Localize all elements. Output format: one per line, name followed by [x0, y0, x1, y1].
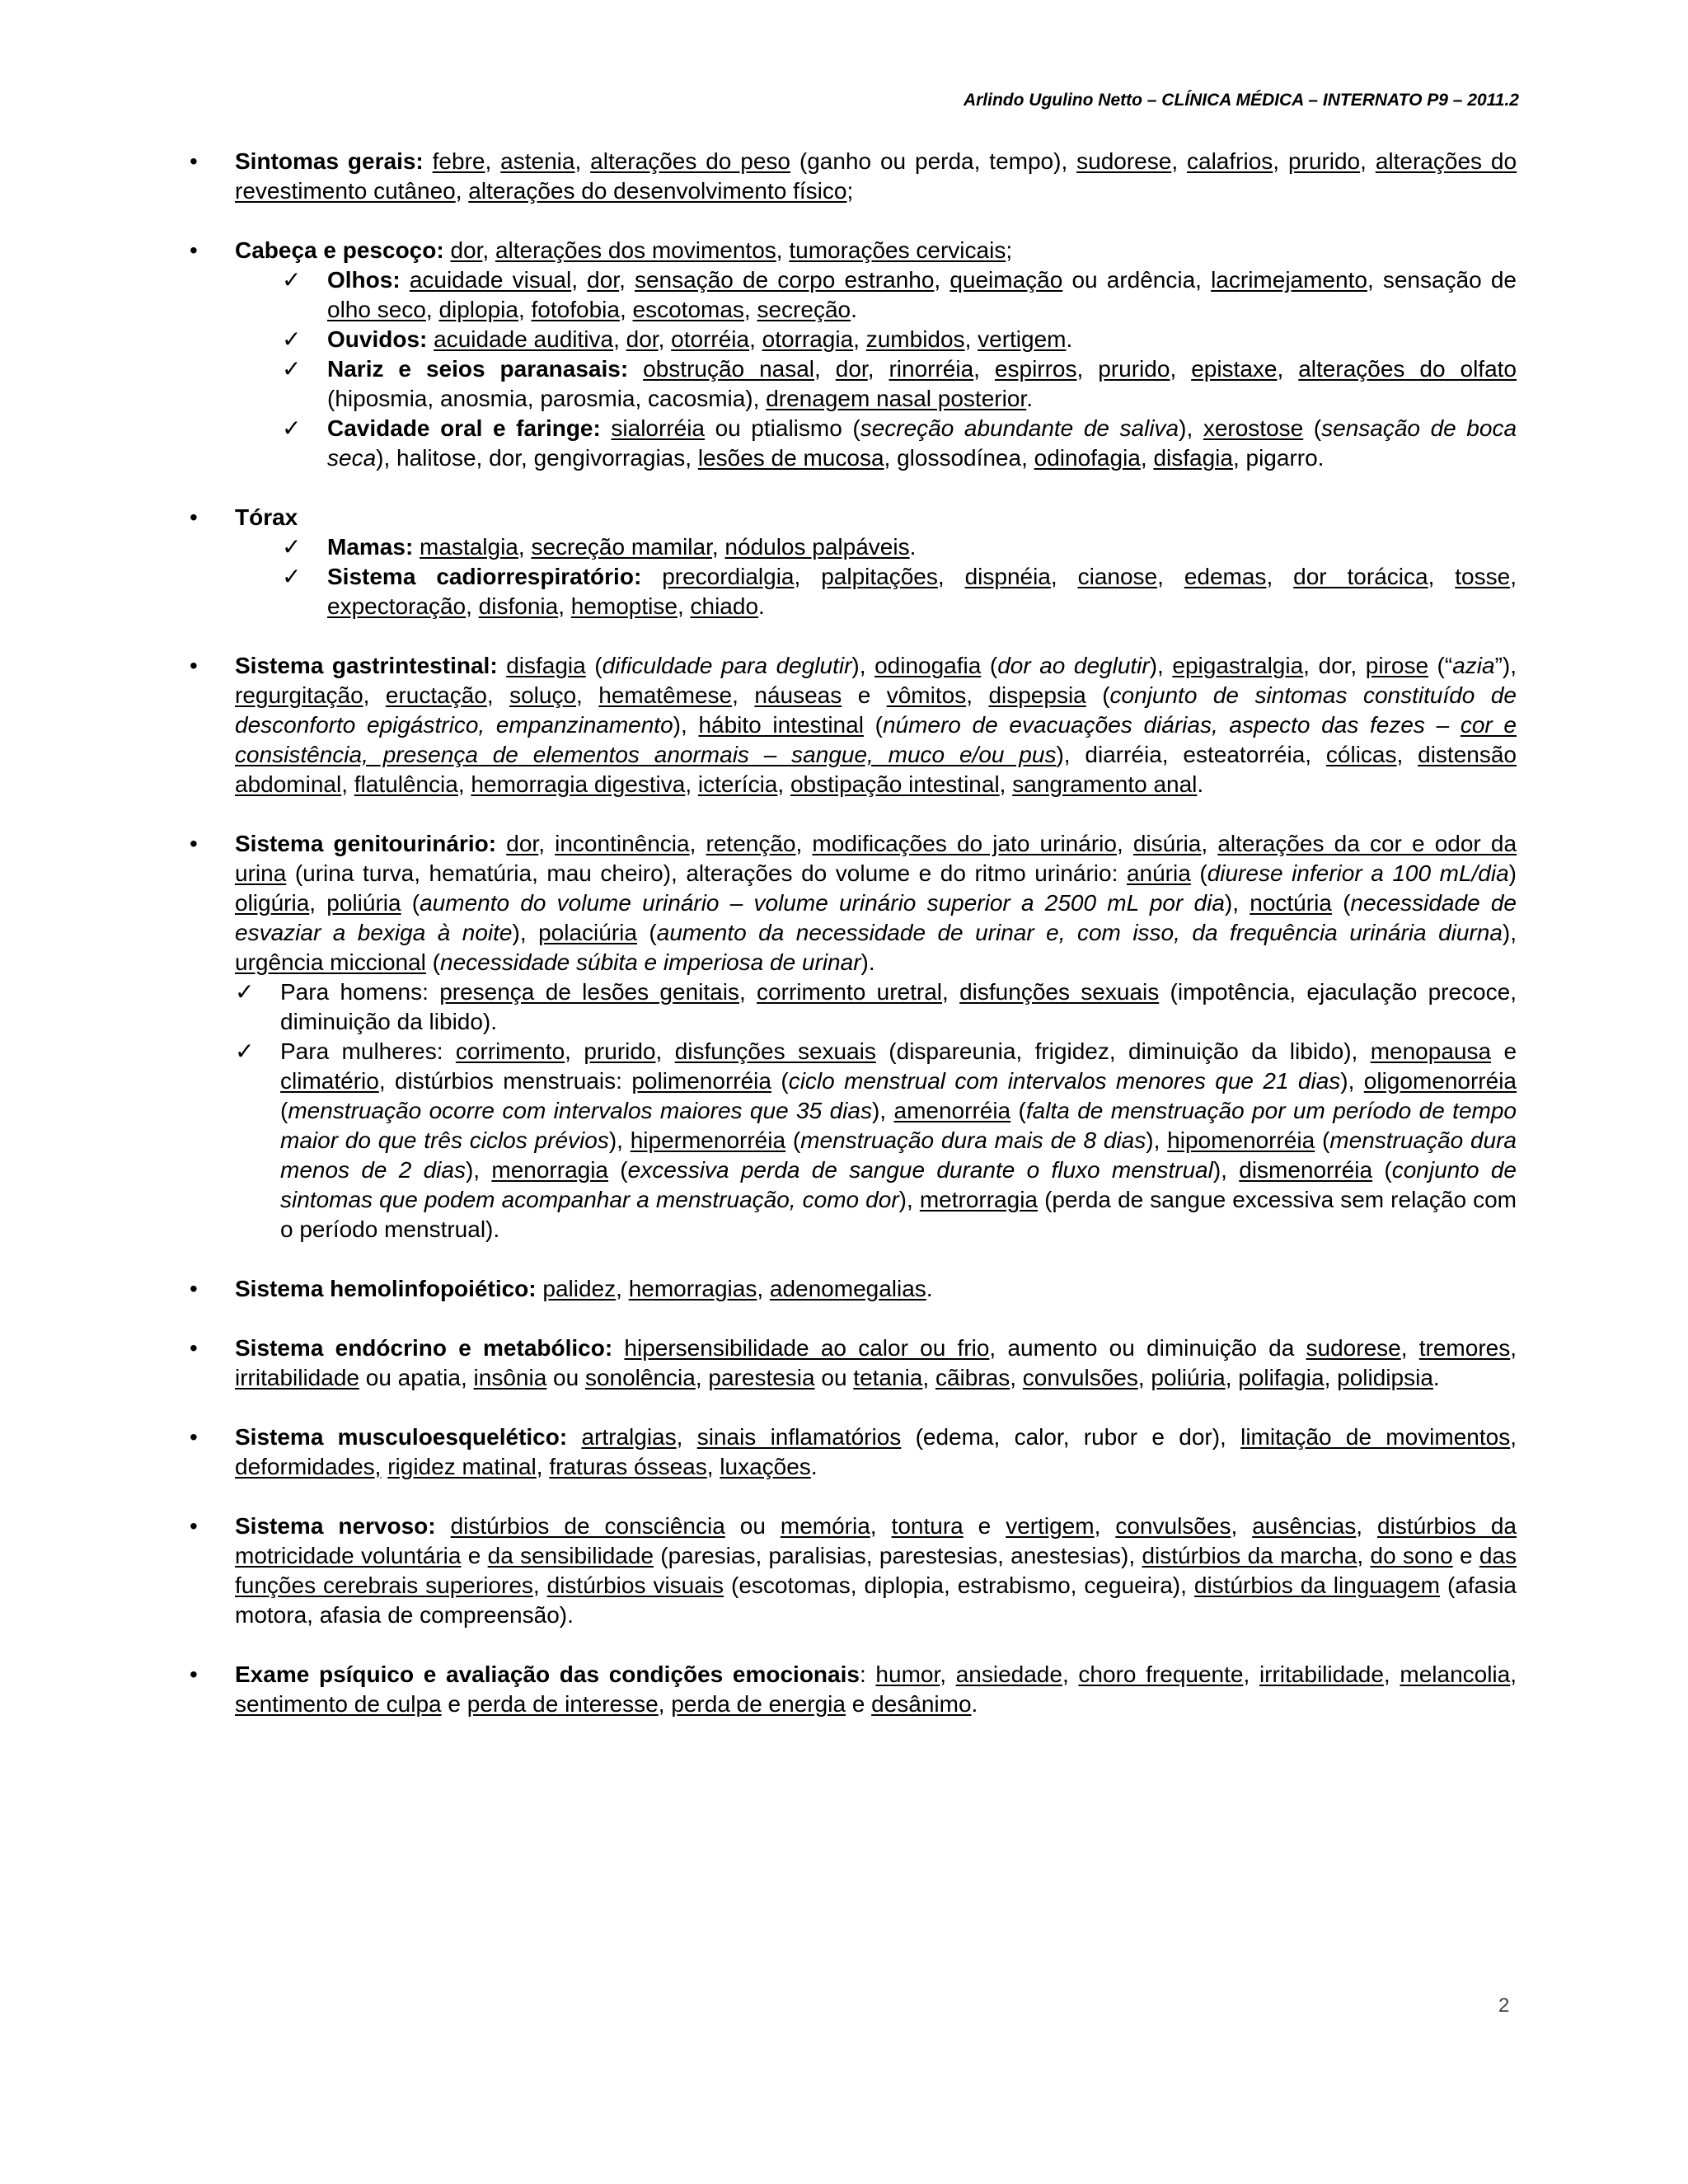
check-icon: ✓	[282, 534, 302, 560]
section-sintomas-gerais: • Sintomas gerais: febre, astenia, alterações do peso (ganho ou perda, tempo), sudorese, calafrios, prurido, alterações do revestimento cutâneo, alterações do desenvolvimento físico;	[190, 148, 1517, 204]
bullet-icon: •	[190, 653, 198, 678]
bullet-icon: •	[190, 1661, 198, 1687]
bullet-icon: •	[190, 1335, 198, 1361]
document-body	[190, 147, 1517, 1749]
section-gastrintestinal: • Sistema gastrintestinal: disfagia (dificuldade para deglutir), odinogafia (dor ao deglutir), epigastralgia, dor, pirose (“azia”), regurgitação, eructação, soluço, hematêmese, náuseas e vômitos, dispepsia (conjunto de sintomas constituído de desconforto epigástrico, empanzinamento), hábito intestinal (número de evacuações diárias, aspecto das fezes – cor e consistência, presença de elementos anormais – sangue, muco e/ou pus), diarréia, esteatorréia, cólicas, distensão abdominal, flatulência, hemorragia digestiva, icterícia, obstipação intestinal, sangramento anal.	[190, 653, 1517, 797]
bullet-icon: •	[190, 148, 198, 174]
check-icon: ✓	[282, 356, 302, 382]
subitem-mulheres: ✓ Para mulheres: corrimento, prurido, disfunções sexuais (dispareunia, frigidez, diminuição da libido), menopausa e climatério, distúrbios menstruais: polimenorréia (ciclo menstrual com intervalos menores que 21 dias), oligomenorréia (menstruação ocorre com intervalos maiores que 35 dias), amenorréia (falta de menstruação por um período de tempo maior do que três ciclos prévios), hipermenorréia (menstruação dura mais de 8 dias), hipomenorréia (menstruação dura menos de 2 dias), menorragia (excessiva perda de sangue durante o fluxo menstrual), dismenorréia (conjunto de sintomas que podem acompanhar a menstruação, como dor), metrorragia (perda de sangue excessiva sem relação com o período menstrual).	[235, 1038, 1517, 1242]
subitem-cavidade-oral: ✓ Cavidade oral e faringe: sialorréia ou ptialismo (secreção abundante de saliva), xerostose (sensação de boca seca), halitose, dor, gengivorragias, lesões de mucosa, glossodínea, odinofagia, disfagia, pigarro.	[282, 415, 1517, 471]
bullet-icon: •	[190, 237, 198, 263]
check-icon: ✓	[282, 564, 302, 589]
check-icon: ✓	[282, 415, 302, 441]
section-genitourinario: • Sistema genitourinário: dor, incontinência, retenção, modificações do jato urinário, disúria, alterações da cor e odor da urina (urina turva, hematúria, mau cheiro), alterações do volume e do ritmo urinário: anúria (diurese inferior a 100 mL/dia) oligúria, poliúria (aumento do volume urinário – volume urinário superior a 2500 mL por dia), noctúria (necessidade de esvaziar a bexiga à noite), polaciúria (aumento da necessidade de urinar e, com isso, da frequência urinária diurna), urgência miccional (necessidade súbita e imperiosa de urinar). ✓ Para homens: presença de lesões genitais, corrimento uretral, disfunções sexuais (impotência, ejaculação precoce, diminuição da libido). ✓ Para mulheres: corrimento, prurido, disfunções sexuais (dispareunia, frigidez, diminuição da libido), menopausa e climatério, distúrbios menstruais: polimenorréia (ciclo menstrual com intervalos menores que 21 dias), oligomenorréia (menstruação ocorre com intervalos maiores que 35 dias), amenorréia (falta de menstruação por um período de tempo maior do que três ciclos prévios), hipermenorréia (menstruação dura mais de 8 dias), hipomenorréia (menstruação dura menos de 2 dias), menorragia (excessiva perda de sangue durante o fluxo menstrual), dismenorréia (conjunto de sintomas que podem acompanhar a menstruação, como dor), metrorragia (perda de sangue excessiva sem relação com o período menstrual).	[190, 829, 1517, 1244]
section-torax: • Tórax ✓ Mamas: mastalgia, secreção mamilar, nódulos palpáveis. ✓ Sistema cadiorrespiratório: precordialgia, palpitações, dispnéia, cianose, edemas, dor torácica, tosse, expectoração, disfonia, hemoptise, chiado.	[190, 503, 1517, 621]
subitem-ouvidos: ✓ Ouvidos: acuidade auditiva, dor, otorréia, otorragia, zumbidos, vertigem.	[282, 325, 1517, 354]
page-header: Arlindo Ugulino Netto – CLÍNICA MÉDICA – INTERNATO P9 – 2011.2	[963, 91, 1519, 110]
section-hemolinfopoietico: • Sistema hemolinfopoiético: palidez, hemorragias, adenomegalias.	[190, 1274, 1517, 1304]
section-exame-psiquico: • Exame psíquico e avaliação das condições emocionais: humor, ansiedade, choro frequente, irritabilidade, melancolia, sentimento de culpa e perda de interesse, perda de energia e desânimo.	[190, 1661, 1517, 1717]
bullet-icon: •	[190, 831, 198, 856]
subitem-homens: ✓ Para homens: presença de lesões genitais, corrimento uretral, disfunções sexuais (impotência, ejaculação precoce, diminuição da libido).	[235, 979, 1517, 1034]
bullet-icon: •	[190, 1276, 198, 1301]
bullet-icon: •	[190, 504, 198, 530]
section-cabeca-pescoco: • Cabeça e pescoço: dor, alterações dos movimentos, tumorações cervicais; ✓ Olhos: acuidade visual, dor, sensação de corpo estranho, queimação ou ardência, lacrimejamento, sensação de olho seco, diplopia, fotofobia, escotomas, secreção. ✓ Ouvidos: acuidade auditiva, dor, otorréia, otorragia, zumbidos, vertigem. ✓ Nariz e seios paranasais: obstrução nasal, dor, rinorréia, espirros, prurido, epistaxe, alterações do olfato (hiposmia, anosmia, parosmia, cacosmia), drenagem nasal posterior. ✓ Cavidade oral e faringe: sialorréia ou ptialismo (secreção abundante de saliva), xerostose (sensação de boca seca), halitose, dor, gengivorragias, lesões de mucosa, glossodínea, odinofagia, disfagia, pigarro.	[190, 236, 1517, 473]
bullet-icon: •	[190, 1513, 198, 1539]
bullet-icon: •	[190, 1424, 198, 1450]
check-icon: ✓	[282, 267, 302, 293]
section-musculoesqueletico: • Sistema musculoesquelético: artralgias, sinais inflamatórios (edema, calor, rubor e dor), limitação de movimentos, deformidades, rigidez matinal, fraturas ósseas, luxações.	[190, 1424, 1517, 1479]
subitem-cardiorrespiratorio: ✓ Sistema cadiorrespiratório: precordialgia, palpitações, dispnéia, cianose, edemas, dor torácica, tosse, expectoração, disfonia, hemoptise, chiado.	[282, 564, 1517, 619]
section-endocrino: • Sistema endócrino e metabólico: hipersensibilidade ao calor ou frio, aumento ou diminuição da sudorese, tremores, irritabilidade ou apatia, insônia ou sonolência, parestesia ou tetania, cãibras, convulsões, poliúria, polifagia, polidipsia.	[190, 1335, 1517, 1390]
check-icon: ✓	[235, 1038, 255, 1064]
subitem-olhos: ✓ Olhos: acuidade visual, dor, sensação de corpo estranho, queimação ou ardência, lacrimejamento, sensação de olho seco, diplopia, fotofobia, escotomas, secreção.	[282, 267, 1517, 322]
subitem-nariz: ✓ Nariz e seios paranasais: obstrução nasal, dor, rinorréia, espirros, prurido, epistaxe, alterações do olfato (hiposmia, anosmia, parosmia, cacosmia), drenagem nasal posterior.	[282, 356, 1517, 411]
check-icon: ✓	[282, 326, 302, 352]
page-number: 2	[1498, 1994, 1510, 2017]
check-icon: ✓	[235, 979, 255, 1005]
subitem-mamas: ✓ Mamas: mastalgia, secreção mamilar, nódulos palpáveis.	[282, 532, 1517, 562]
section-nervoso: • Sistema nervoso: distúrbios de consciência ou memória, tontura e vertigem, convulsões, ausências, distúrbios da motricidade voluntária e da sensibilidade (paresias, paralisias, parestesias, anestesias), distúrbios da marcha, do sono e das funções cerebrais superiores, distúrbios visuais (escotomas, diplopia, estrabismo, cegueira), distúrbios da linguagem (afasia motora, afasia de compreensão).	[190, 1513, 1517, 1628]
